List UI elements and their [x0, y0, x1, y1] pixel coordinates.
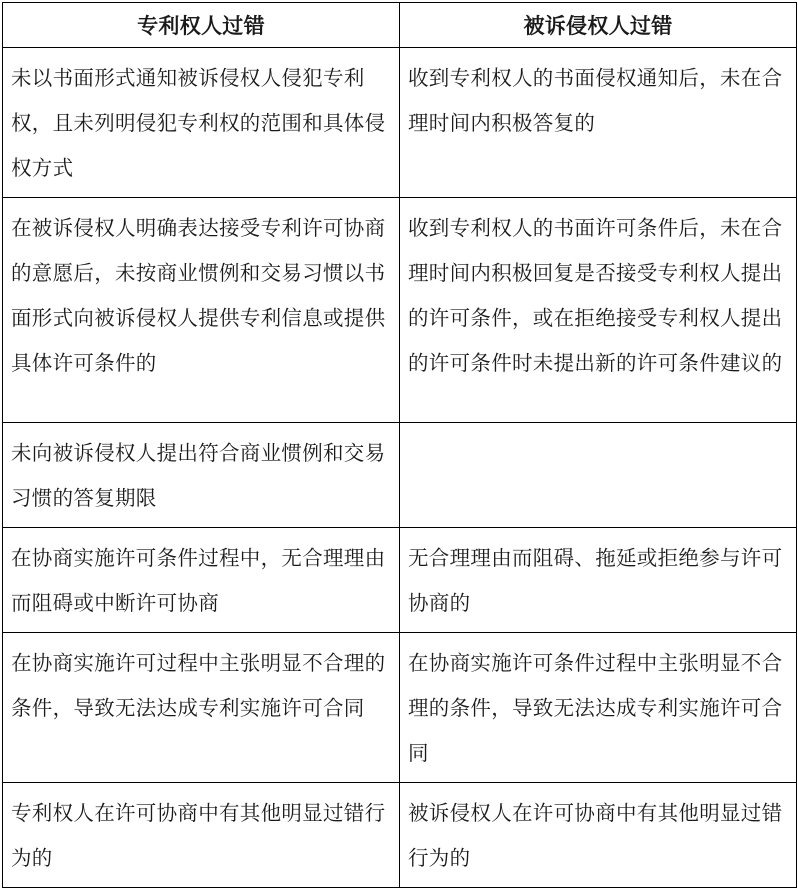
cell-patentee-fault: 在协商实施许可条件过程中，无合理理由而阻碍或中断许可协商	[3, 528, 400, 633]
cell-patentee-fault: 未以书面形式通知被诉侵权人侵犯专利权，且未列明侵犯专利权的范围和具体侵权方式	[3, 48, 400, 198]
header-row	[3, 3, 797, 48]
fault-comparison-table	[2, 2, 797, 888]
table-row	[3, 783, 797, 888]
cell-patentee-fault: 专利权人在许可协商中有其他明显过错行为的	[3, 783, 400, 888]
table-header	[3, 3, 797, 48]
table-row	[3, 423, 797, 528]
table-row	[3, 528, 797, 633]
table-row	[3, 633, 797, 783]
cell-accused-fault: 收到专利权人的书面许可条件后，未在合理时间内积极回复是否接受专利权人提出的许可条件，或在拒绝接受专利权人提出的许可条件时未提出新的许可条件建议的	[400, 198, 797, 423]
header-patentee-fault: 专利权人过错	[3, 3, 400, 48]
table-body	[3, 48, 797, 888]
header-accused-fault: 被诉侵权人过错	[400, 3, 797, 48]
cell-accused-fault: 收到专利权人的书面侵权通知后，未在合理时间内积极答复的	[400, 48, 797, 198]
cell-accused-fault	[400, 423, 797, 528]
cell-accused-fault: 被诉侵权人在许可协商中有其他明显过错行为的	[400, 783, 797, 888]
table-row	[3, 198, 797, 423]
cell-accused-fault: 无合理理由而阻碍、拖延或拒绝参与许可协商的	[400, 528, 797, 633]
table-row	[3, 48, 797, 198]
cell-patentee-fault: 未向被诉侵权人提出符合商业惯例和交易习惯的答复期限	[3, 423, 400, 528]
cell-accused-fault: 在协商实施许可条件过程中主张明显不合理的条件，导致无法达成专利实施许可合同	[400, 633, 797, 783]
cell-patentee-fault: 在协商实施许可过程中主张明显不合理的条件，导致无法达成专利实施许可合同	[3, 633, 400, 783]
cell-patentee-fault: 在被诉侵权人明确表达接受专利许可协商的意愿后，未按商业惯例和交易习惯以书面形式向被诉侵权人提供专利信息或提供具体许可条件的	[3, 198, 400, 423]
